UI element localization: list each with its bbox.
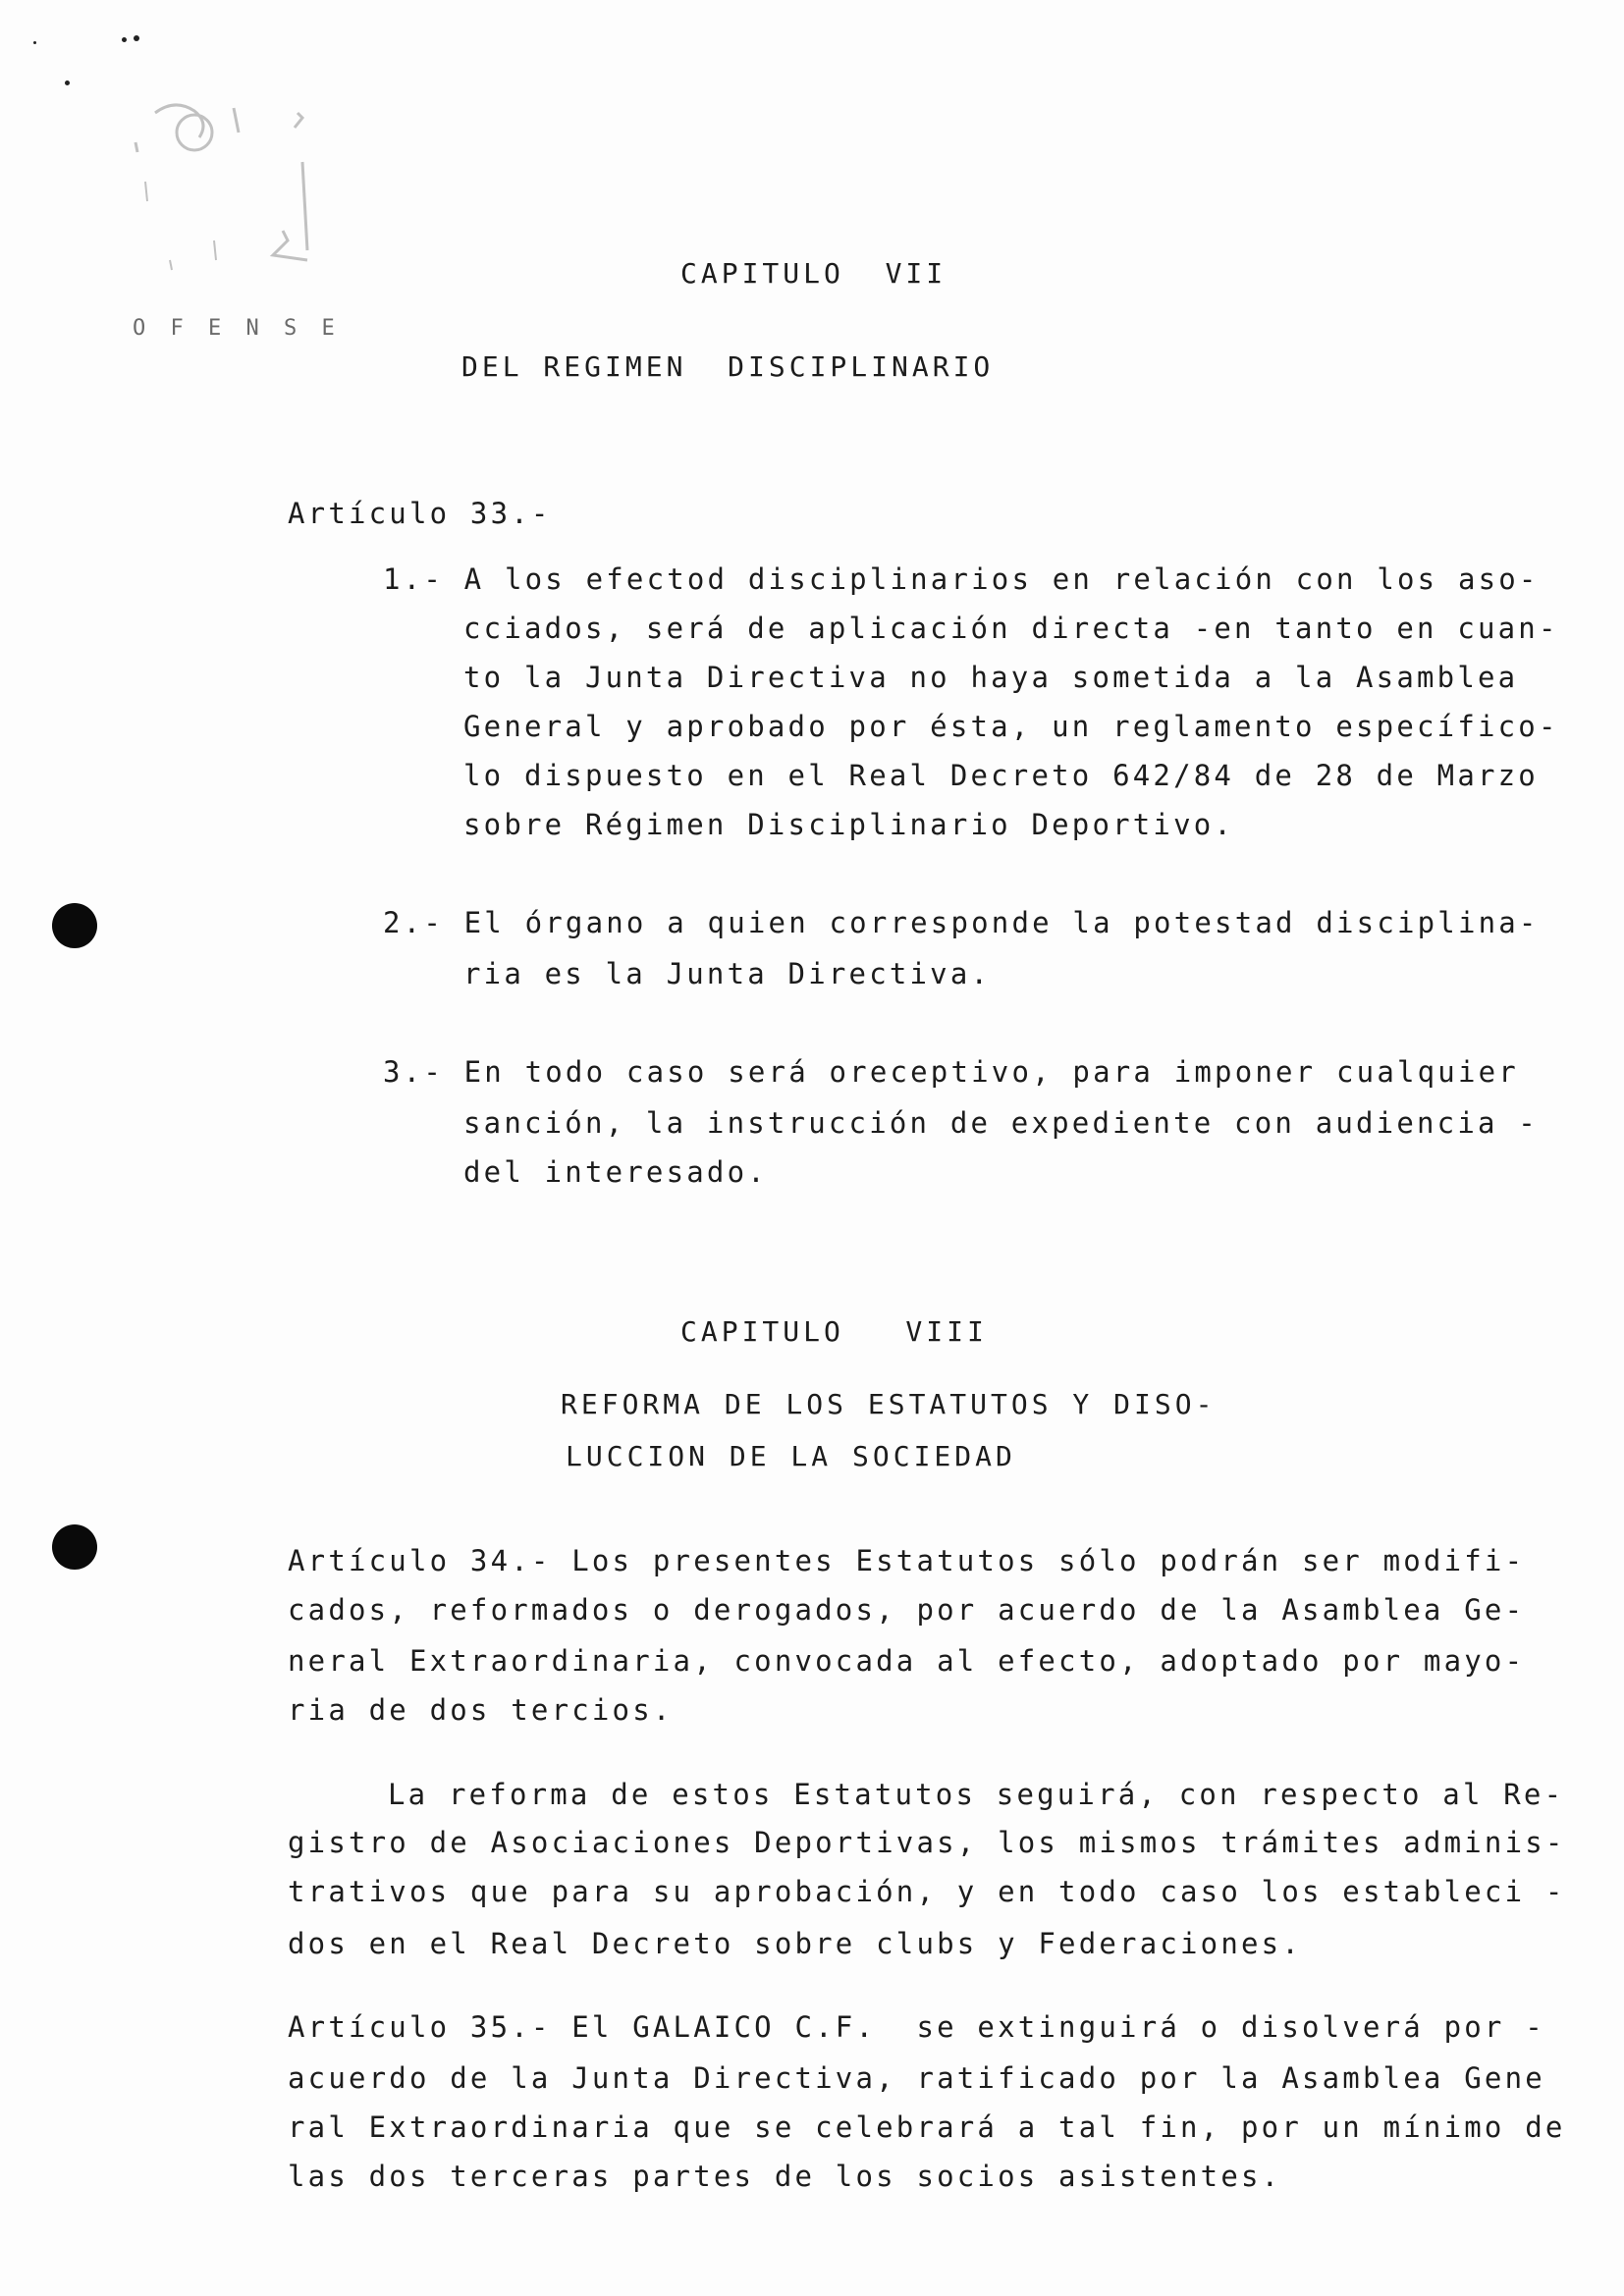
article-33-item-3-line: 3.- En todo caso será oreceptivo, para imponer cualquier [383,1055,1519,1089]
chapter-8-subtitle-line: REFORMA DE LOS ESTATUTOS Y DISO- [561,1388,1217,1420]
article-33-item-1-line: sobre Régimen Disciplinario Deportivo. [463,808,1235,841]
scan-speck [65,80,70,85]
article-33-item-3-line: del interesado. [463,1155,768,1189]
article-34-para-2-line: La reforma de estos Estatutos seguirá, con respecto al Re- [388,1778,1565,1811]
article-34-para-2-line: gistro de Asociaciones Deportivas, los mismos trámites adminis- [288,1826,1566,1859]
article-35-line: acuerdo de la Junta Directiva, ratificado por la Asamblea Gene [288,2061,1545,2095]
hole-punch [52,903,97,948]
hole-punch [52,1524,97,1570]
chapter-8-title: CAPITULO VIII [680,1315,988,1348]
chapter-8-subtitle-line: LUCCION DE LA SOCIEDAD [566,1440,1016,1472]
article-35-line: ral Extraordinaria que se celebrará a tal fin, por un mínimo de [288,2110,1566,2144]
article-33-item-1-line: to la Junta Directiva no haya sometida a la Asamblea [463,661,1519,694]
article-33-item-1-line: General y aprobado por ésta, un reglamento específico- [463,710,1559,743]
chapter-7-subtitle: DEL REGIMEN DISCIPLINARIO [461,350,995,383]
scan-speck [33,41,36,44]
article-33-item-1-line: lo dispuesto en el Real Decreto 642/84 de 28 de Marzo [463,759,1539,792]
scan-speck [122,37,127,42]
stamp-text: O F E N S E [133,316,341,341]
article-33-item-2-line: ria es la Junta Directiva. [463,957,992,990]
chapter-7-title: CAPITULO VII [680,257,947,290]
faded-stamp [116,93,342,348]
scan-speck [134,35,139,41]
article-33-item-1-line: 1.- A los efectod disciplinarios en relación con los aso- [383,562,1540,596]
article-33-item-2-line: 2.- El órgano a quien corresponde la potestad disciplina- [383,906,1540,939]
article-34-para-2-line: trativos que para su aprobación, y en todo caso los estableci - [288,1875,1566,1908]
article-34-line: Artículo 34.- Los presentes Estatutos sólo podrán ser modifi- [288,1544,1526,1577]
article-33-heading: Artículo 33.- [288,497,552,530]
article-34-line: neral Extraordinaria, convocada al efecto, adoptado por mayo- [288,1644,1526,1678]
article-33-item-1-line: cciados, será de aplicación directa -en tanto en cuan- [463,612,1559,645]
article-35-line: las dos terceras partes de los socios asistentes. [288,2160,1282,2193]
article-34-line: ria de dos tercios. [288,1693,674,1727]
article-34-line: cados, reformados o derogados, por acuerdo de la Asamblea Ge- [288,1593,1526,1627]
article-33-item-3-line: sanción, la instrucción de expediente con audiencia - [463,1106,1539,1140]
article-35-line: Artículo 35.- El GALAICO C.F. se extinguirá o disolverá por - [288,2010,1545,2044]
article-34-para-2-line: dos en el Real Decreto sobre clubs y Federaciones. [288,1927,1302,1960]
